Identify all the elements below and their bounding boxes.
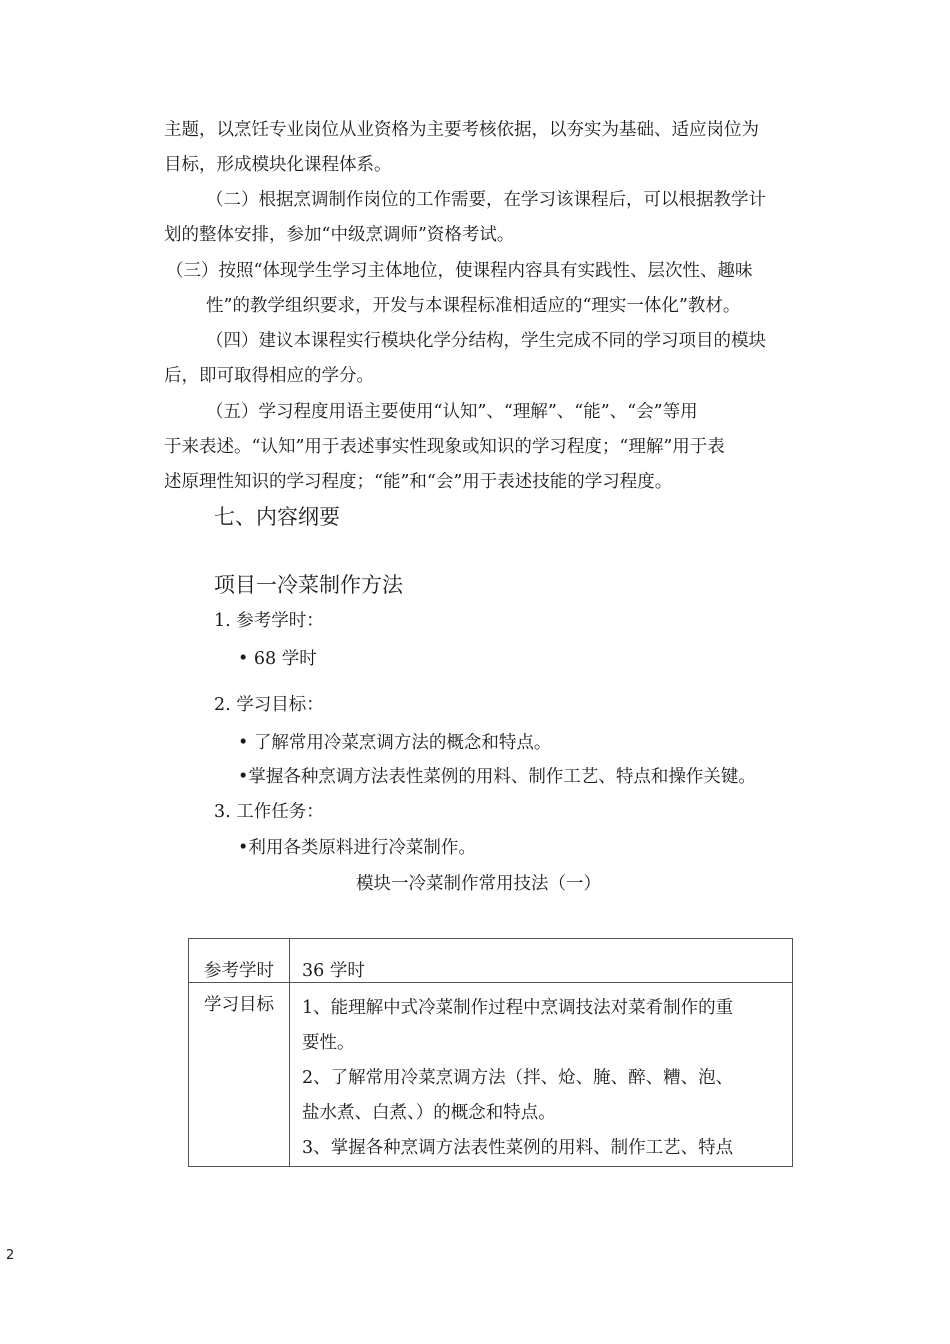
- section-heading: 七、内容纲要: [214, 505, 340, 529]
- outline-item-3-label: 3. 工作任务：: [214, 802, 324, 822]
- body-line-10: 于来表述。“认知”用于表述事实性现象或知识的学习程度；“理解”用于表: [164, 437, 725, 457]
- body-line-9: （五）学习程度用语主要使用“认知”、“理解”、“能”、“会”等用: [206, 402, 698, 422]
- outline-item-1-label: 1. 参考学时：: [214, 611, 324, 631]
- table-label-hours: 参考学时: [189, 939, 290, 983]
- module-table: [188, 938, 793, 1167]
- outline-item-2-bullet-1: • 了解常用冷菜烹调方法的概念和特点。: [238, 733, 552, 753]
- objective-line: 要性。: [302, 1033, 355, 1053]
- body-line-4: 划的整体安排，参加“中级烹调师”资格考试。: [164, 225, 515, 245]
- outline-item-3-bullet: •利用各类原料进行冷菜制作。: [238, 838, 476, 858]
- outline-item-2-bullet-2: •掌握各种烹调方法表性菜例的用料、制作工艺、特点和操作关键。: [238, 767, 756, 787]
- table-value-objectives: [290, 983, 793, 1167]
- body-line-7: （四）建议本课程实行模块化学分结构，学生完成不同的学习项目的模块: [206, 331, 766, 351]
- body-line-5: （三）按照“体现学生学习主体地位，使课程内容具有实践性、层次性、趣味: [166, 261, 753, 281]
- table-value-hours: 36 学时: [290, 939, 793, 983]
- table-label-objectives: 学习目标: [189, 983, 290, 1167]
- module-title: 模块一冷菜制作常用技法（一）: [356, 874, 601, 894]
- objective-line: 盐水煮、白煮、）的概念和特点。: [302, 1103, 556, 1123]
- body-line-2: 目标，形成模块化课程体系。: [164, 155, 392, 175]
- project-title: 项目一冷菜制作方法: [214, 573, 403, 597]
- body-line-8: 后，即可取得相应的学分。: [164, 366, 374, 386]
- body-line-6: 性”的教学组织要求，开发与本课程标准相适应的“理实一体化”教材。: [206, 296, 741, 316]
- page-number: 2: [6, 1248, 15, 1263]
- body-line-11: 述原理性知识的学习程度；“能”和“会”用于表述技能的学习程度。: [164, 472, 673, 492]
- table-row: [189, 939, 793, 983]
- table-row: [189, 983, 793, 1167]
- body-line-3: （二）根据烹调制作岗位的工作需要，在学习该课程后，可以根据教学计: [206, 190, 766, 210]
- body-line-1: 主题，以烹饪专业岗位从业资格为主要考核依据，以夯实为基础、适应岗位为: [164, 120, 759, 140]
- outline-item-1-bullet: • 68 学时: [238, 649, 317, 669]
- objective-line: 3、掌握各种烹调方法表性菜例的用料、制作工艺、特点: [302, 1138, 734, 1158]
- objective-line: 1、能理解中式冷菜制作过程中烹调技法对菜肴制作的重: [302, 998, 734, 1018]
- outline-item-2-label: 2. 学习目标：: [214, 695, 324, 715]
- objective-line: 2、了解常用冷菜烹调方法（拌、炝、腌、醉、糟、泡、: [302, 1068, 734, 1088]
